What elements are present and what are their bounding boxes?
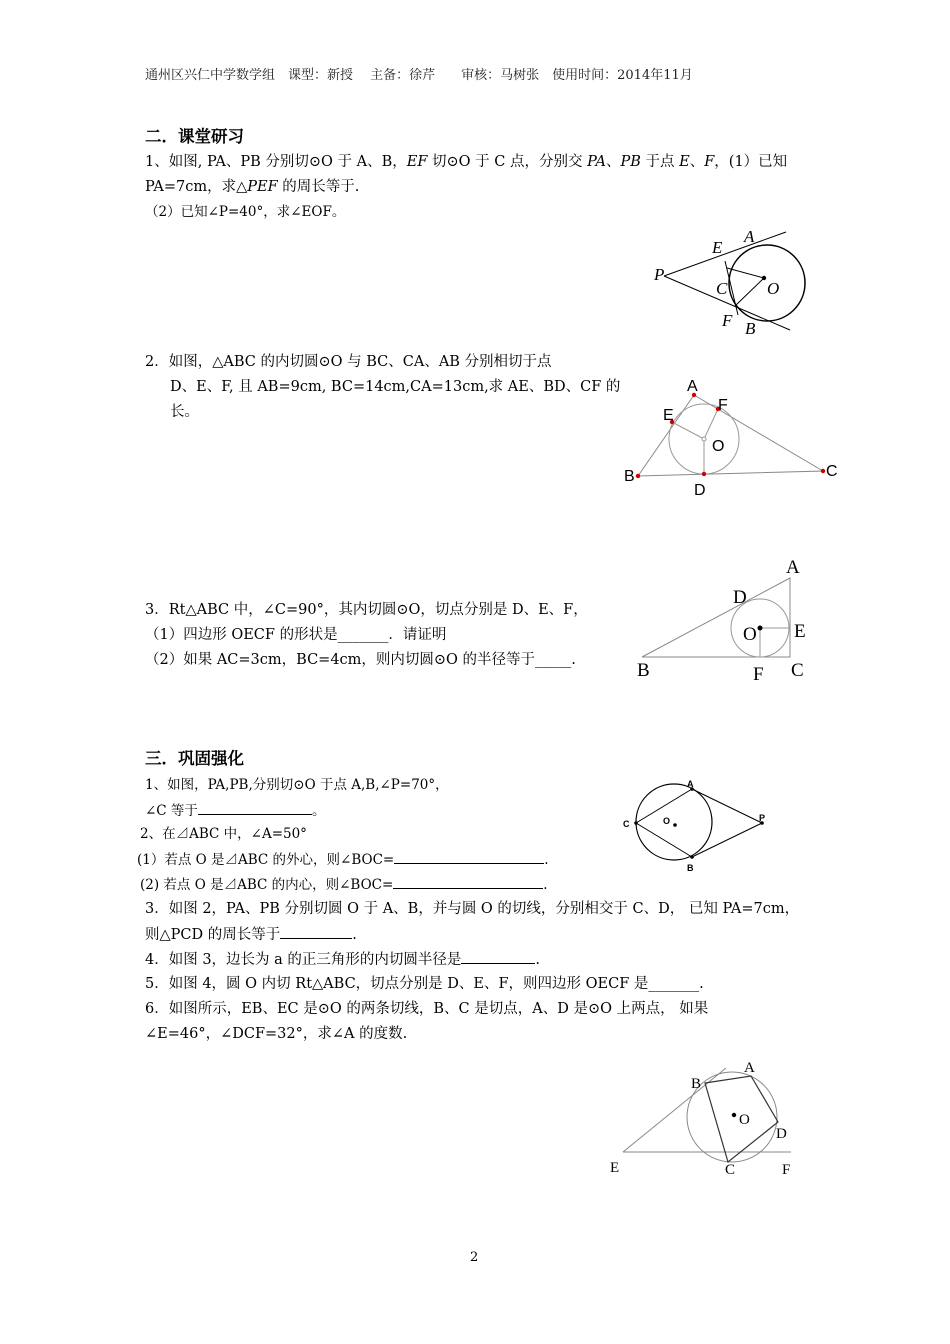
p1-answer-blank[interactable] bbox=[198, 800, 312, 815]
q3-line2: （1）四边形 OECF 的形状是_______．请证明 bbox=[145, 627, 447, 643]
fig4-label-c: C bbox=[623, 819, 630, 829]
p2-line1: 2、在⊿ABC 中，∠A=50° bbox=[140, 826, 307, 842]
fig3-triangle bbox=[642, 578, 790, 657]
q1-pb: PB bbox=[620, 154, 641, 170]
p3-line2: 则△PCD 的周长等于 . bbox=[145, 924, 357, 945]
q3-line1: 3．Rt△ABC 中，∠C=90°，其内切圆⊙O，切点分别是 D、E、F， bbox=[145, 602, 588, 618]
fig2-point-c bbox=[821, 469, 825, 473]
fig1-label-b: B bbox=[745, 319, 756, 338]
fig5-label-o: O bbox=[739, 1112, 750, 1128]
fig3-center-dot bbox=[758, 626, 763, 631]
p4-text: 4．如图 3，边长为 a 的正三角形的内切圆半径是 bbox=[145, 952, 462, 968]
fig1-label-a: A bbox=[744, 227, 755, 246]
fig2-radius-oe bbox=[672, 422, 704, 439]
fig4-center-dot bbox=[673, 823, 677, 827]
q1-text: 、 bbox=[606, 154, 621, 170]
q1-text: PA=7cm，求△ bbox=[145, 179, 248, 195]
fig2-radius-of bbox=[704, 409, 718, 439]
fig4-tangent-pa bbox=[692, 789, 762, 823]
q1-f: F bbox=[704, 154, 715, 170]
fig4-label-o: O bbox=[663, 816, 671, 826]
q1-pef: PEF bbox=[247, 179, 278, 195]
fig3-label-b: B bbox=[637, 660, 650, 681]
fig3-label-e: E bbox=[794, 621, 806, 642]
q1-text: ，(1）已知 bbox=[714, 154, 788, 170]
fig2-label-b: B bbox=[624, 468, 635, 485]
fig4-point-c bbox=[634, 821, 638, 825]
fig5-label-c: C bbox=[725, 1162, 736, 1178]
q1-ef: EF bbox=[406, 154, 428, 170]
fig4-label-p: P bbox=[759, 813, 766, 823]
fig1-label-o: O bbox=[767, 279, 780, 298]
p2-text: (1）若点 O 是⊿ABC 的外心，则∠BOC= bbox=[137, 852, 395, 868]
fig5-tangent-eb bbox=[623, 1068, 726, 1152]
fig5-label-a: A bbox=[744, 1060, 755, 1076]
figure-4-tangents-from-p bbox=[615, 778, 780, 878]
p1-text: ∠C 等于 bbox=[145, 803, 198, 819]
fig4-circle bbox=[636, 784, 712, 860]
q3-line3: （2）如果 AC=3cm，BC=4cm，则内切圆⊙O 的半径等于_____. bbox=[145, 652, 576, 668]
p5-line: 5．如图 4，圆 O 内切 Rt△ABC，切点分别是 D、E、F，则四边形 OECF 是_______. bbox=[145, 976, 704, 992]
fig1-label-f: F bbox=[722, 311, 733, 330]
section-title-consolidation: 三．巩固强化 bbox=[145, 749, 244, 768]
p2-answer-blank-1[interactable] bbox=[394, 849, 544, 864]
fig5-label-e: E bbox=[610, 1160, 620, 1176]
fig3-label-c: C bbox=[791, 660, 804, 681]
p1-text: 。 bbox=[311, 803, 326, 819]
fig4-chord-cb bbox=[636, 823, 692, 857]
section-title-research: 二．课堂研习 bbox=[145, 127, 244, 146]
q2-line2: D、E、F, 且 AB=9cm, BC=14cm,CA=13cm,求 AE、BD、CF 的 bbox=[170, 379, 621, 395]
fig2-label-a: A bbox=[687, 378, 698, 395]
p3-answer-blank[interactable] bbox=[280, 924, 352, 939]
fig1-label-c: C bbox=[716, 279, 728, 298]
fig4-label-a: A bbox=[687, 779, 694, 789]
fig3-label-f: F bbox=[753, 664, 764, 685]
figure-1-tangent-circle bbox=[640, 220, 810, 340]
p6-line2: ∠E=46°，∠DCF=32°，求∠A 的度数. bbox=[145, 1026, 408, 1042]
fig3-label-a: A bbox=[786, 557, 800, 578]
fig4-tangent-pb bbox=[692, 823, 762, 857]
fig1-segment bbox=[735, 278, 764, 306]
q2-line1: 2．如图，△ABC 的内切圆⊙O 与 BC、CA、AB 分别相切于点 bbox=[145, 354, 552, 370]
page-header: 通州区兴仁中学数学组 课型：新授 主备：徐芹 审核：马树张 使用时间：2014年11月 bbox=[145, 68, 693, 83]
figure-2-incircle-triangle bbox=[620, 372, 845, 502]
p1-line2 bbox=[145, 800, 325, 821]
fig5-label-d: D bbox=[776, 1126, 787, 1142]
p4-line: 4．如图 3，边长为 a 的正三角形的内切圆半径是 . bbox=[145, 949, 540, 970]
fig2-point-b bbox=[636, 474, 640, 478]
fig4-label-b: B bbox=[687, 863, 694, 873]
fig5-center-dot bbox=[732, 1113, 736, 1117]
page-number: 2 bbox=[470, 1250, 479, 1265]
fig5-label-f: F bbox=[782, 1162, 791, 1178]
q1-text: 的周长等于. bbox=[277, 179, 360, 195]
fig2-label-c: C bbox=[826, 463, 838, 480]
fig2-label-o: O bbox=[712, 438, 725, 455]
p3-line1: 3．如图 2，PA、PB 分别切圆 O 于 A、B，并与圆 O 的切线，分别相交于 C、D， 已知 PA=7cm， bbox=[145, 901, 800, 917]
fig1-segment bbox=[727, 268, 764, 278]
figure-3-right-triangle-incircle bbox=[630, 552, 820, 687]
fig3-label-d: D bbox=[733, 587, 747, 608]
q1-text: 于点 bbox=[640, 154, 680, 170]
p6-line1: 6．如图所示，EB、EC 是⊙O 的两条切线，B、C 是切点，A、D 是⊙O 上两点， 如果 bbox=[145, 1001, 709, 1017]
q1-e: E bbox=[679, 154, 690, 170]
fig2-label-f: F bbox=[718, 397, 728, 414]
p2-answer-blank-2[interactable] bbox=[393, 874, 543, 889]
p2-text: (2) 若点 O 是⊿ABC 的内心，则∠BOC= bbox=[140, 877, 394, 893]
fig2-label-d: D bbox=[694, 482, 706, 499]
figure-5-tangents-quadrilateral bbox=[600, 1055, 805, 1185]
q2-line3: 长。 bbox=[170, 404, 199, 420]
q1-text: 、 bbox=[689, 154, 705, 170]
p3-text: 则△PCD 的周长等于 bbox=[145, 927, 281, 943]
q1-line3: （2）已知∠P=40°，求∠EOF。 bbox=[145, 204, 346, 220]
p2-line3: (2) 若点 O 是⊿ABC 的内心，则∠BOC= . bbox=[140, 874, 548, 895]
fig2-center bbox=[702, 437, 706, 441]
p1-line1: 1、如图，PA,PB,分别切⊙O 于点 A,B,∠P=70°， bbox=[145, 777, 449, 793]
q1-pa: PA bbox=[587, 154, 606, 170]
fig3-label-o: O bbox=[743, 624, 757, 645]
fig2-label-e: E bbox=[663, 407, 674, 424]
fig1-label-p: P bbox=[654, 265, 665, 284]
q1-text: 1、如图, PA、PB 分别切⊙O 于 A、B， bbox=[145, 154, 407, 170]
fig5-label-b: B bbox=[691, 1076, 702, 1092]
fig1-tangent-pa bbox=[664, 232, 786, 276]
fig1-label-e: E bbox=[712, 238, 723, 257]
fig4-point-b bbox=[690, 855, 694, 859]
fig1-center-dot bbox=[762, 276, 766, 280]
p2-line2: (1）若点 O 是⊿ABC 的外心，则∠BOC= . bbox=[137, 849, 549, 870]
fig2-point-d bbox=[702, 472, 706, 476]
p4-answer-blank[interactable] bbox=[461, 949, 535, 964]
q1-line2 bbox=[145, 177, 359, 197]
q1-line1 bbox=[145, 152, 787, 172]
q1-text: 切⊙O 于 C 点，分别交 bbox=[427, 154, 588, 170]
